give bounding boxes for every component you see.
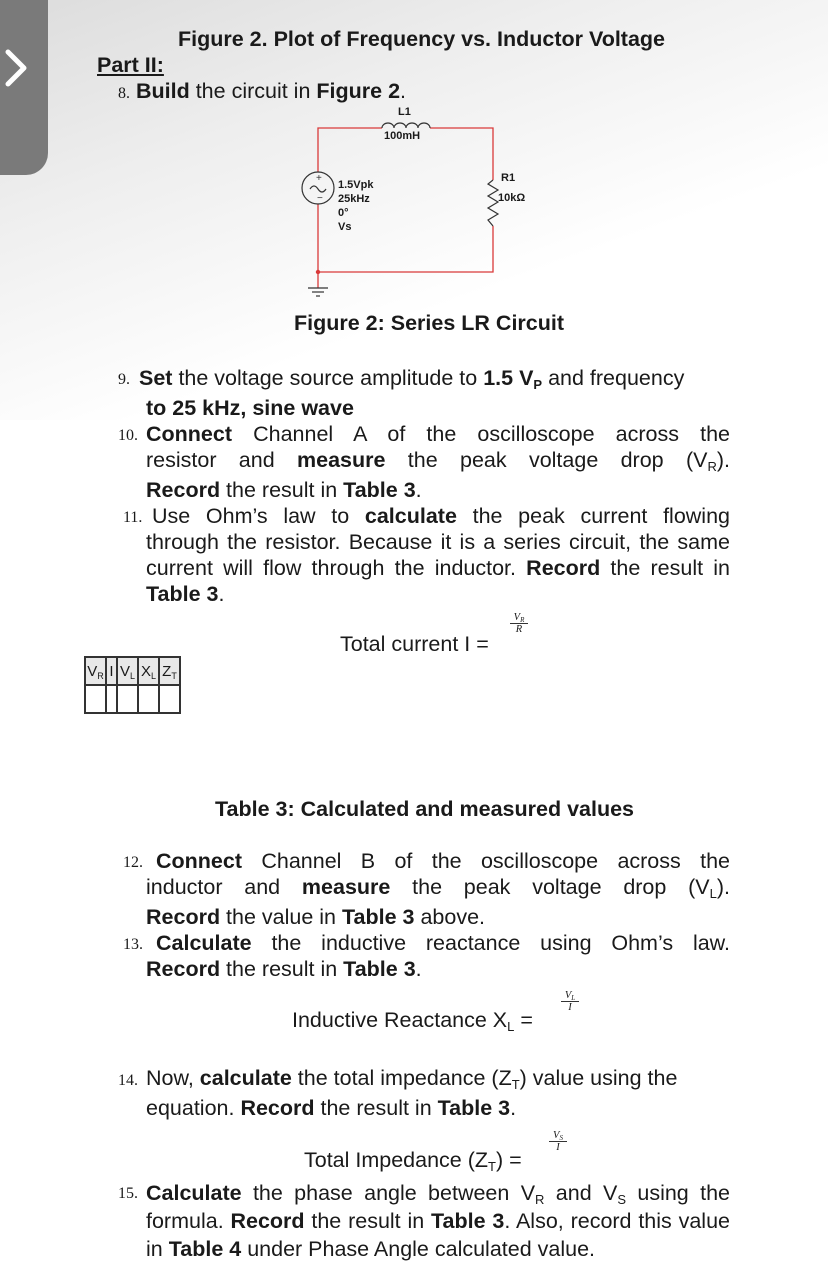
step-text: the result in — [220, 957, 344, 981]
step-verb: Connect — [146, 422, 232, 446]
table-ref: Table 3 — [343, 478, 416, 502]
step-13-number: 13. — [123, 936, 143, 953]
step-text: and frequency — [542, 366, 685, 390]
frequency-text: to 25 kHz, sine wave — [146, 396, 354, 420]
voltage-sub: S — [617, 1192, 627, 1207]
step-end: . — [400, 79, 407, 103]
step-text: the voltage source amplitude to — [172, 366, 484, 390]
step-10-line2 — [146, 447, 730, 473]
step-end: above. — [414, 905, 486, 929]
step-verb: Build — [135, 79, 190, 103]
figure-ref: Figure 2 — [316, 79, 401, 103]
header-sub: L — [130, 670, 136, 681]
reactance-equation-label — [292, 1008, 533, 1033]
numerator-sub: R — [520, 616, 525, 624]
figure-caption: Figure 2: Series LR Circuit — [294, 311, 565, 335]
step-text: the result in — [600, 556, 730, 580]
table-ref: Table 3 — [146, 582, 219, 606]
step-text: Channel A of the oscilloscope across the — [232, 422, 730, 446]
source-phase: 0° — [338, 207, 349, 219]
step-text: using the formula. — [146, 1181, 730, 1233]
step-10-number: 10. — [118, 427, 138, 444]
side-panel-tab[interactable] — [0, 0, 48, 175]
step-12-line2 — [146, 874, 730, 900]
step-14-number: 14. — [118, 1072, 138, 1089]
fraction-denominator: R — [515, 624, 523, 635]
label-end: ) = — [495, 1148, 522, 1172]
step-text: the peak voltage drop (V — [390, 875, 710, 899]
cell-xl[interactable] — [138, 685, 159, 713]
header-text: V — [119, 662, 130, 680]
table-ref: Table 3 — [437, 1096, 511, 1120]
current-equation-label: Total current I = — [340, 632, 489, 656]
amplitude-sub: P — [533, 377, 543, 392]
step-text: the inductive reactance using Ohm’s law. — [251, 931, 730, 955]
svg-text:−: − — [317, 193, 323, 204]
label-eq: = — [514, 1008, 533, 1032]
voltage-source-symbol — [302, 172, 334, 204]
step-text: Now, — [146, 1066, 200, 1090]
step-text: the total impedance (Z — [291, 1066, 512, 1090]
step-text: resistor and — [146, 448, 298, 472]
step-11-number: 11. — [123, 509, 143, 526]
step-12-line1 — [156, 848, 730, 874]
figure-heading: Figure 2. Plot of Frequency vs. Inductor Voltage — [178, 27, 666, 51]
voltage-sub: L — [709, 886, 717, 901]
step-verb: Record — [240, 1096, 315, 1120]
step-11-text — [146, 503, 730, 607]
step-verb: Set — [139, 366, 173, 390]
step-9-line2 — [146, 396, 354, 421]
step-end: . — [218, 582, 225, 606]
step-text: the result in — [314, 1096, 438, 1120]
step-text: ) value using the — [519, 1066, 678, 1090]
step-number: 8. — [118, 85, 130, 102]
header-sub: L — [151, 670, 157, 681]
label-text: Inductive Reactance X — [292, 1008, 508, 1032]
inductor-value: 100mH — [384, 130, 421, 142]
step-verb: Record — [146, 478, 221, 502]
step-text: Channel B of the oscilloscope across the — [242, 849, 730, 873]
amplitude-value: 1.5 V — [483, 366, 534, 390]
header-vl — [117, 657, 138, 685]
resistor-name: R1 — [501, 172, 516, 184]
step-text: equation. — [146, 1096, 241, 1120]
label-text: Total Impedance (Z — [304, 1148, 489, 1172]
step-9-line1 — [139, 366, 684, 391]
step-14-line1 — [146, 1066, 677, 1091]
step-text: the result in — [220, 478, 344, 502]
header-xl — [138, 657, 159, 685]
step-10-line3 — [146, 477, 730, 503]
step-text: . Also, record this value in — [146, 1209, 730, 1261]
step-10-line1 — [146, 421, 730, 447]
source-labels — [338, 178, 373, 234]
step-text: ). — [716, 875, 730, 899]
header-text: Z — [162, 662, 172, 680]
header-sub: T — [171, 670, 177, 681]
fraction-numerator — [561, 990, 579, 1002]
table-header-row — [85, 657, 180, 685]
step-text: ). — [716, 448, 730, 472]
voltage-sub: R — [535, 1192, 545, 1207]
fraction-denominator: I — [568, 1002, 572, 1013]
resistor-value: 10kΩ — [498, 192, 526, 204]
cell-zt[interactable] — [159, 685, 180, 713]
step-12-line3 — [146, 904, 730, 930]
header-sub: R — [97, 670, 104, 681]
header-text: X — [140, 662, 151, 680]
step-end: . — [415, 478, 422, 502]
step-verb: Record — [526, 556, 601, 580]
numerator-symbol: V — [553, 1130, 560, 1141]
svg-text:+: + — [316, 173, 322, 184]
fraction-numerator — [549, 1130, 567, 1142]
source-amplitude: 1.5Vpk — [338, 179, 374, 191]
step-text: the peak current flowing through the resistor. Because it is a series circuit, the same current will flow through the inductor. — [146, 504, 730, 580]
header-text: V — [87, 662, 98, 680]
table-ref: Table 3 — [342, 905, 415, 929]
header-zt — [159, 657, 180, 685]
voltage-sub: R — [707, 459, 717, 474]
numerator-sub: L — [571, 994, 576, 1002]
step-verb: Connect — [156, 849, 242, 873]
numerator-symbol: V — [564, 990, 572, 1001]
label-sub: L — [507, 1019, 515, 1034]
label-sub: T — [488, 1159, 496, 1174]
table-row — [85, 685, 180, 713]
step-verb: Record — [230, 1209, 305, 1233]
table-ref: Table 3 — [431, 1209, 505, 1233]
step-end: . — [415, 957, 422, 981]
table-ref: Table 4 — [168, 1237, 242, 1261]
step-text: inductor and — [146, 875, 302, 899]
step-verb: Calculate — [146, 1181, 242, 1205]
step-14-line2 — [146, 1096, 516, 1121]
part-label: Part II: — [97, 53, 164, 77]
step-text: the phase angle between V — [241, 1181, 536, 1205]
step-text: the peak voltage drop (V — [385, 448, 708, 472]
step-13-line2 — [146, 956, 730, 982]
step-text: and V — [544, 1181, 618, 1205]
step-verb: Calculate — [156, 931, 252, 955]
impedance-equation-label — [304, 1148, 522, 1173]
step-verb: calculate — [199, 1066, 292, 1090]
ground-symbol — [308, 288, 328, 296]
step-verb: measure — [301, 875, 391, 899]
impedance-sub: T — [511, 1077, 520, 1092]
step-verb: measure — [297, 448, 386, 472]
step-9-number: 9. — [118, 371, 130, 388]
inductor-name: L1 — [398, 106, 411, 118]
step-end: . — [510, 1096, 517, 1120]
step-verb: calculate — [364, 504, 457, 528]
cell-i[interactable] — [106, 685, 117, 713]
step-verb: Record — [146, 957, 221, 981]
table-ref: Table 3 — [343, 957, 416, 981]
step-text: the circuit in — [189, 79, 317, 103]
step-15-text — [146, 1179, 730, 1263]
step-verb: Record — [146, 905, 221, 929]
cell-vr[interactable] — [85, 685, 106, 713]
inductor-symbol — [382, 123, 430, 128]
resistor-symbol — [488, 180, 498, 226]
step-text: the value in — [220, 905, 342, 929]
current-fraction — [510, 612, 528, 635]
source-name: Vs — [338, 221, 352, 233]
step-text: Use Ohm’s law to — [152, 504, 365, 528]
table-caption: Table 3: Calculated and measured values — [215, 797, 635, 821]
reactance-fraction — [561, 990, 579, 1013]
step-12-number: 12. — [123, 854, 143, 871]
header-vr — [85, 657, 106, 685]
step-text: under Phase Angle calculated value. — [241, 1237, 596, 1261]
fraction-denominator: I — [556, 1142, 560, 1153]
source-frequency: 25kHz — [338, 193, 370, 205]
step-text: the result in — [304, 1209, 432, 1233]
numerator-sub: S — [559, 1134, 563, 1142]
table-3 — [84, 656, 181, 714]
chevron-right-icon — [2, 48, 32, 88]
fraction-numerator — [510, 612, 528, 624]
cell-vl[interactable] — [117, 685, 138, 713]
header-text: I — [109, 662, 114, 680]
numerator-symbol: V — [513, 612, 521, 623]
step-15-number: 15. — [118, 1185, 138, 1202]
impedance-fraction — [549, 1130, 567, 1153]
step-13-line1 — [156, 930, 730, 956]
header-i — [106, 657, 117, 685]
ground-node — [316, 270, 320, 274]
